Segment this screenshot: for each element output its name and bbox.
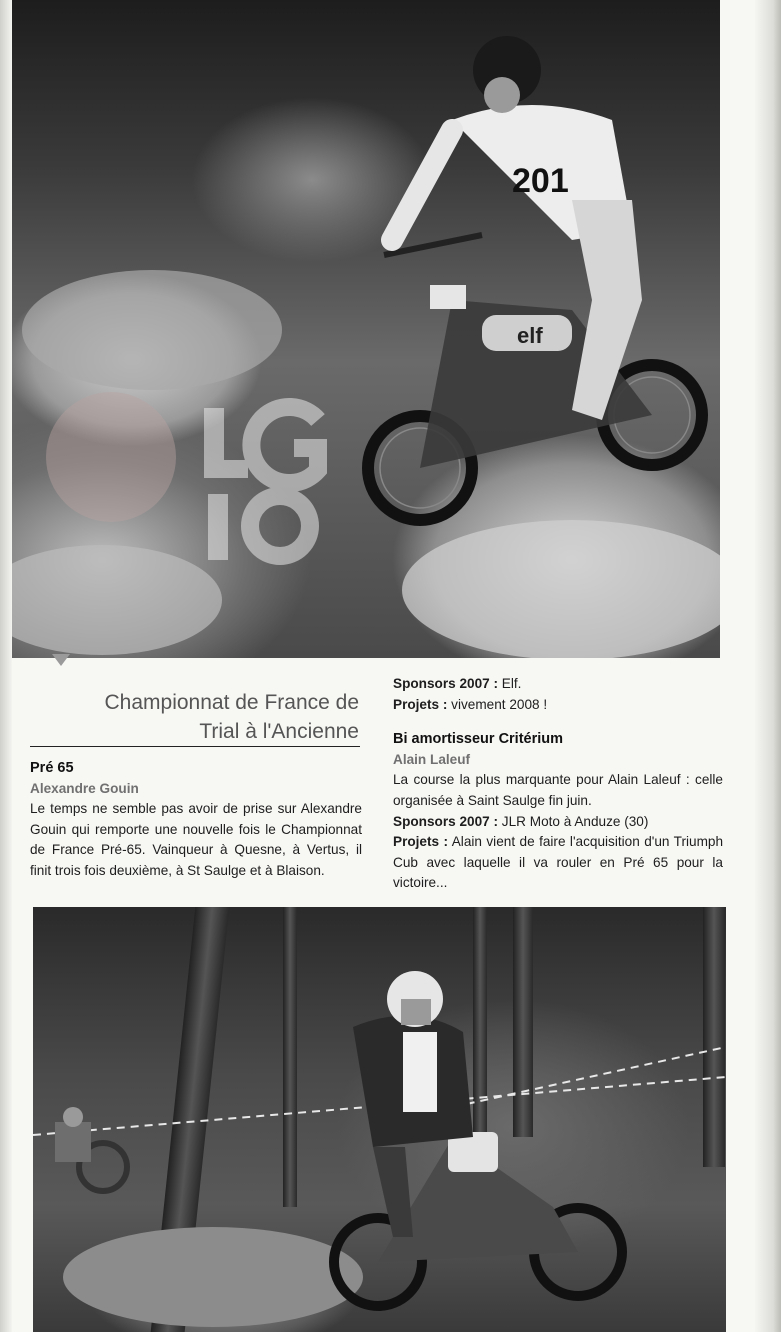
rider-motorcycle-illustration xyxy=(33,907,726,1332)
sponsor-logo-text: elf xyxy=(517,323,543,348)
rider-name: Alexandre Gouin xyxy=(30,780,139,796)
sponsors-label: Sponsors 2007 : xyxy=(393,813,499,829)
rider-name: Alain Laleuf xyxy=(393,751,471,767)
watermark-logo xyxy=(198,398,328,568)
projets-value: Alain vient de faire l'acquisition d'un Triumph Cub avec laquelle il va rouler en Pré 65 pour la victoire... xyxy=(393,834,724,891)
page-gutter-left xyxy=(0,0,12,1332)
article-paragraph: Le temps ne semble pas avoir de prise sur Alexandre Gouin qui remporte une nouvelle fois le Championnat de France Pré-65. Vainqueur à Quesne, à Vertus, il finit trois fois deuxième, à St Saulge et à Blaison. xyxy=(30,801,362,878)
photo-rider-pre65 xyxy=(12,0,720,658)
sponsors-line xyxy=(393,812,723,833)
category-heading: Bi amortisseur Critérium xyxy=(393,731,564,748)
projets-label: Projets : xyxy=(393,834,449,850)
sponsors-line xyxy=(393,674,723,695)
projets-line xyxy=(393,832,723,894)
watermark-disc xyxy=(46,392,176,522)
projets-value: vivement 2008 ! xyxy=(451,696,548,712)
sponsors-label: Sponsors 2007 : xyxy=(393,676,499,691)
photo-rider-criterium xyxy=(33,907,726,1332)
category-heading: Pré 65 xyxy=(30,760,74,776)
projets-label: Projets : xyxy=(393,696,448,712)
projets-line xyxy=(393,695,723,716)
page-gutter-right xyxy=(755,0,781,1332)
bib-number: 201 xyxy=(512,162,569,200)
left-column xyxy=(30,758,362,882)
title-line-1: Championnat de France de xyxy=(104,691,359,714)
sponsors-value: Elf. xyxy=(501,676,522,691)
right-column xyxy=(393,674,723,894)
corner-marker xyxy=(52,654,70,666)
rider-motorcycle-illustration xyxy=(12,0,720,658)
sponsors-value: JLR Moto à Anduze (30) xyxy=(501,813,649,829)
title-line-2: Trial à l'Ancienne xyxy=(199,720,359,743)
article-title xyxy=(105,688,360,746)
article-paragraph: La course la plus marquante pour Alain Laleuf : celle organisée à Saint Saulge fin juin. xyxy=(393,772,723,808)
title-rule xyxy=(30,746,360,747)
